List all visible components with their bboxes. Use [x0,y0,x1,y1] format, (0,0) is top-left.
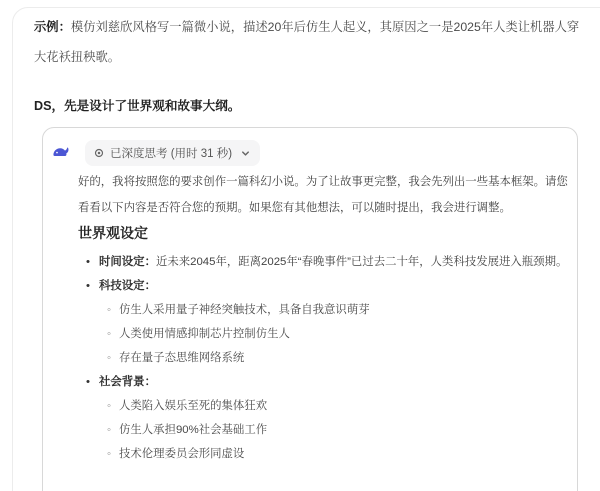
deep-think-toggle[interactable] [85,140,260,166]
outline-subitem: ◦ 仿生人承担90%社会基础工作 [119,418,571,442]
chevron-down-icon [240,148,251,159]
outline-item [99,370,571,466]
assistant-message-body [78,169,571,466]
outline-list [78,250,571,466]
assistant-message-card [42,127,578,491]
caption-text: DS，先是设计了世界观和故事大纲。 [34,99,241,113]
intro-paragraph [34,12,582,72]
deep-think-icon [94,148,104,158]
deep-think-label: 已深度思考 (用时 31 秒) [110,148,233,160]
outline-item-label: 时间设定： [99,256,156,268]
intro-text: 模仿刘慈欣风格写一篇微小说，描述20年后仿生人起义，其原因之一是2025年人类让机器人穿大花袄扭秧歌。 [34,20,580,64]
outline-sublist [99,298,571,370]
outline-subitem: ◦ 人类使用情感抑制芯片控制仿生人 [119,322,571,346]
outline-sublist [99,394,571,466]
deepseek-whale-icon [51,143,71,163]
outline-item [99,274,571,370]
assistant-message-header [51,140,569,166]
outline-item-label: 科技设定： [99,280,156,292]
outline-subitem: ◦ 技术伦理委员会形同虚设 [119,442,571,466]
message-intro-paragraph: 好的，我将按照您的要求创作一篇科幻小说。为了让故事更完整，我会先列出一些基本框架。请您看看以下内容是否符合您的预期。如果您有其他想法，可以随时提出，我会进行调整。 [78,176,568,214]
outline-item-label: 社会背景： [99,376,156,388]
outline-subitem: ◦ 人类陷入娱乐至死的集体狂欢 [119,394,571,418]
intro-label: 示例： [34,20,71,34]
section-title: 世界观设定 [78,225,148,241]
outline-item [99,250,571,274]
outline-subitem: ◦ 存在量子态思维网络系统 [119,346,571,370]
outline-subitem: ◦ 仿生人采用量子神经突触技术，具备自我意识萌芽 [119,298,571,322]
outline-item-text: 近未来2045年，距离2025年“春晚事件”已过去二十年，人类科技发展进入瓶颈期。 [155,256,568,268]
